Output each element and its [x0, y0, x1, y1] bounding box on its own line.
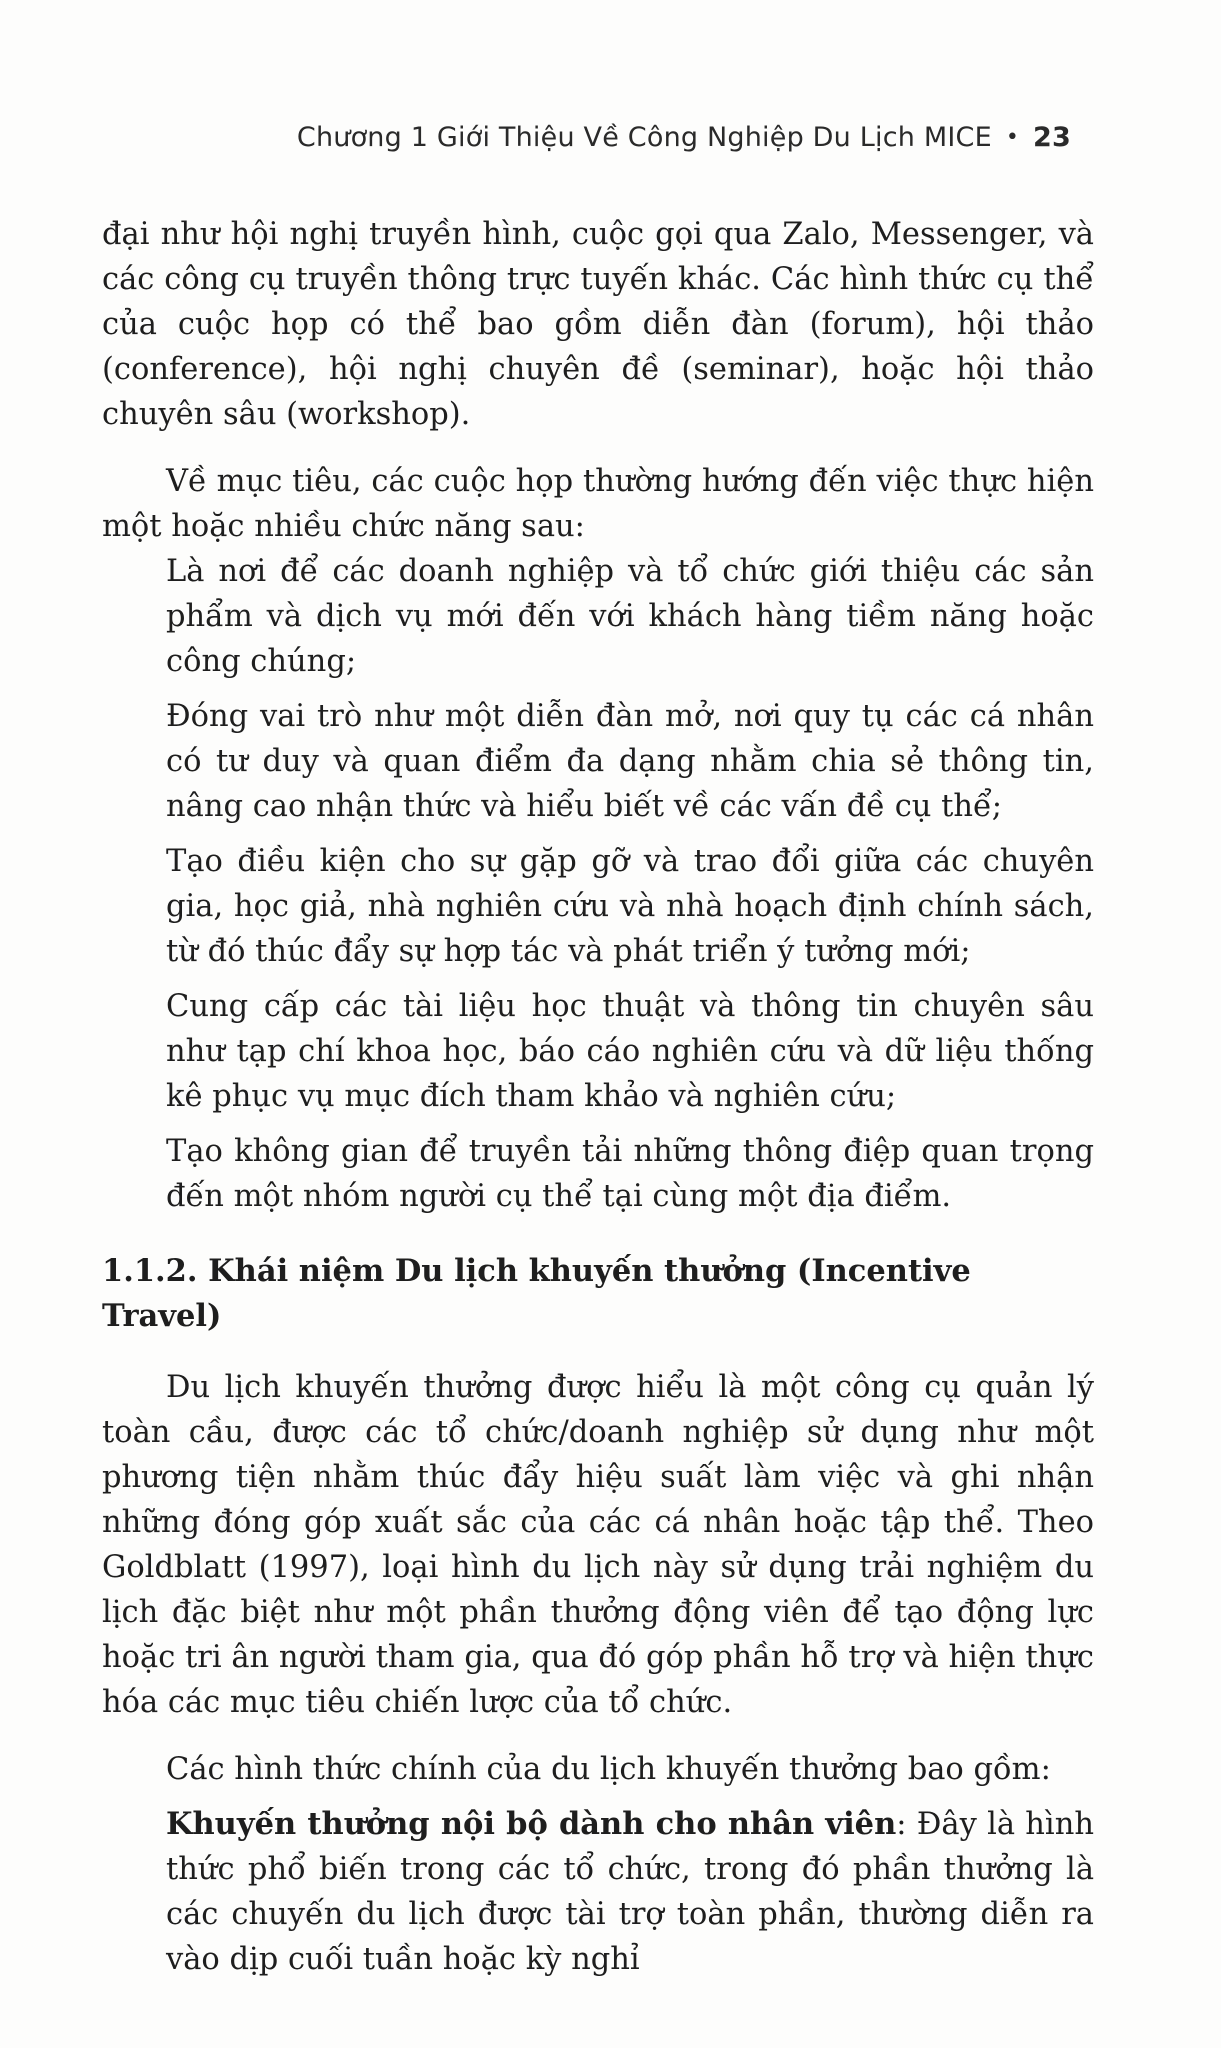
paragraph-objectives-intro: Về mục tiêu, các cuộc họp thường hướng đến việc thực hiện một hoặc nhiều chức năng sau: — [102, 464, 1094, 544]
chapter-title: Chương 1 Giới Thiệu Về Công Nghiệp Du Lịch MICE — [296, 122, 992, 153]
list-item: Là nơi để các doanh nghiệp và tổ chức giới thiệu các sản phẩm và dịch vụ mới đến với khách hàng tiềm năng hoặc công chúng; — [166, 554, 1094, 679]
page-body — [102, 212, 1094, 1982]
list-item: Đóng vai trò như một diễn đàn mở, nơi quy tụ các cá nhân có tư duy và quan điểm đa dạng nhằm chia sẻ thông tin, nâng cao nhận thức và hiểu biết về các vấn đề cụ thể; — [166, 699, 1094, 824]
list-item: Tạo không gian để truyền tải những thông điệp quan trọng đến một nhóm người cụ thể tại cùng một địa điểm. — [166, 1134, 1094, 1214]
paragraph-internal-incentive — [102, 1802, 1094, 1982]
list-item: Cung cấp các tài liệu học thuật và thông tin chuyên sâu như tạp chí khoa học, báo cáo nghiên cứu và dữ liệu thống kê phục vụ mục đích tham khảo và nghiên cứu; — [166, 989, 1094, 1114]
term-description: : Đây là hình thức phổ biến trong các tổ chức, trong đó phần thưởng là các chuyến du lịch được tài trợ toàn phần, thường diễn ra vào dịp cuối tuần hoặc kỳ nghỉ — [166, 1807, 1094, 1977]
paragraph-definition: Du lịch khuyến thưởng được hiểu là một công cụ quản lý toàn cầu, được các tổ chức/doanh nghiệp sử dụng như một phương tiện nhằm thúc đẩy hiệu suất làm việc và ghi nhận những đóng góp xuất sắc của các cá nhân hoặc tập thể. Theo Goldblatt (1997), loại hình du lịch này sử dụng trải nghiệm du lịch đặc biệt như một phần thưởng động viên để tạo động lực hoặc tri ân người tham gia, qua đó góp phần hỗ trợ và hiện thực hóa các mục tiêu chiến lược của tổ chức. — [102, 1370, 1094, 1720]
page-number: 23 — [1033, 122, 1071, 153]
paragraph-forms-intro: Các hình thức chính của du lịch khuyến thưởng bao gồm: — [166, 1752, 1051, 1787]
term-label: Khuyến thưởng nội bộ dành cho nhân viên — [166, 1806, 897, 1842]
section-heading: 1.1.2. Khái niệm Du lịch khuyến thưởng (Incentive Travel) — [102, 1253, 971, 1334]
list-item: Tạo điều kiện cho sự gặp gỡ và trao đổi giữa các chuyên gia, học giả, nhà nghiên cứu và nhà hoạch định chính sách, từ đó thúc đẩy sự hợp tác và phát triển ý tưởng mới; — [166, 844, 1094, 969]
paragraph-continuation: đại như hội nghị truyền hình, cuộc gọi qua Zalo, Messenger, và các công cụ truyền thông trực tuyến khác. Các hình thức cụ thể của cuộc họp có thể bao gồm diễn đàn (forum), hội thảo (conference), hội nghị chuyên đề (seminar), hoặc hội thảo chuyên sâu (workshop). — [102, 217, 1094, 432]
running-header — [297, 122, 1071, 153]
header-separator: • — [1005, 125, 1020, 150]
